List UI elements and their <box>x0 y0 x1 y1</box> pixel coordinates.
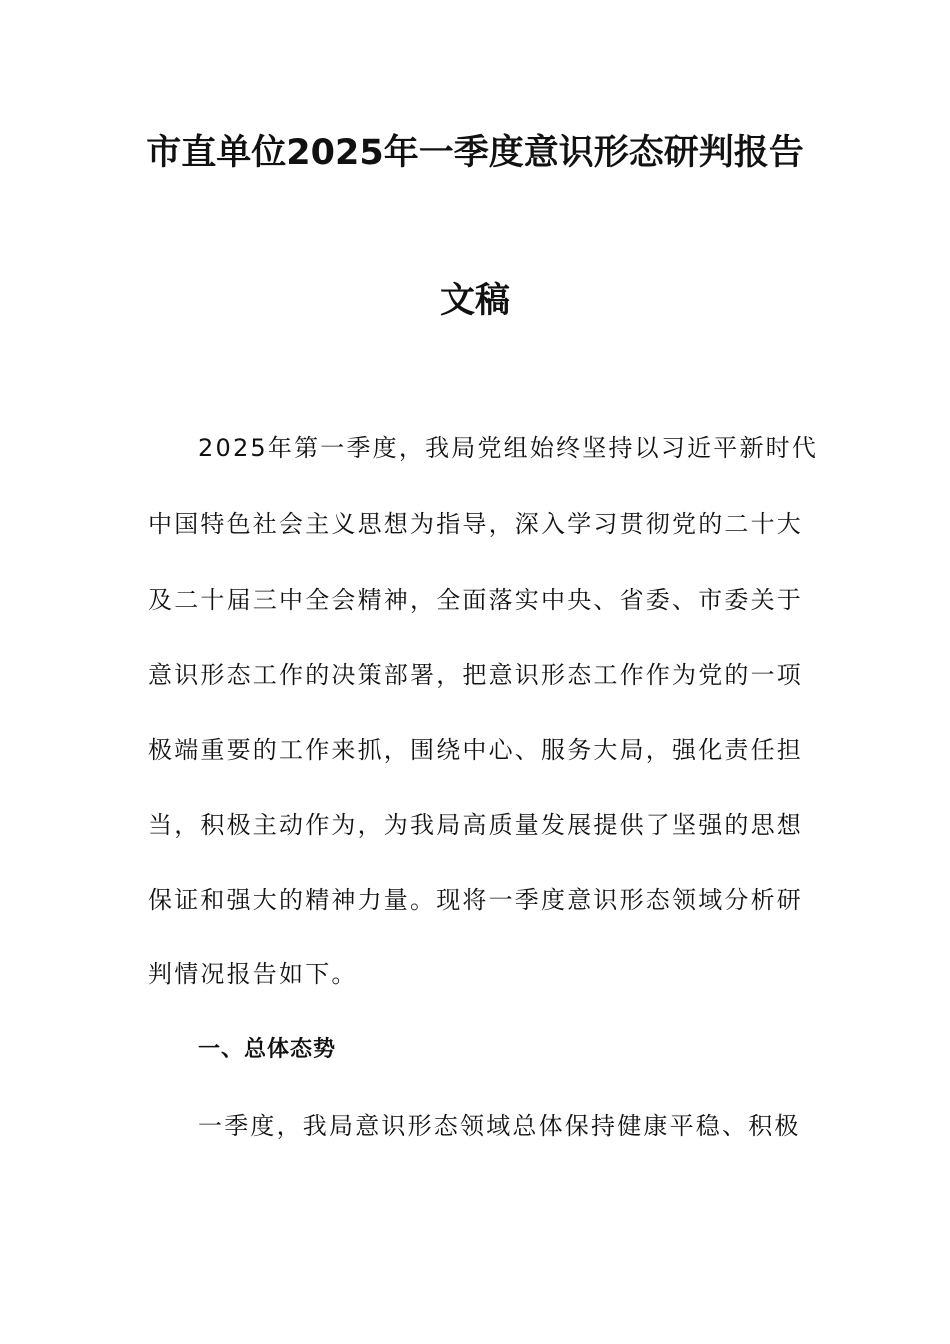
paragraph-line: 及二十届三中全会精神，全面落实中央、省委、市委关于 <box>148 586 803 614</box>
document-title-line-2: 文稿 <box>439 281 510 321</box>
paragraph-line: 意识形态工作的决策部署，把意识形态工作作为党的一项 <box>148 661 803 689</box>
paragraph-line: 判情况报告如下。 <box>148 960 358 988</box>
paragraph-line: 保证和强大的精神力量。现将一季度意识形态领域分析研 <box>148 886 803 914</box>
paragraph-line: 一季度，我局意识形态领域总体保持健康平稳、积极 <box>198 1112 801 1140</box>
paragraph-line: 2025年第一季度，我局党组始终坚持以习近平新时代 <box>198 434 819 462</box>
section-heading: 一、总体态势 <box>198 1037 337 1062</box>
paragraph-line: 当，积极主动作为，为我局高质量发展提供了坚强的思想 <box>148 811 803 839</box>
paragraph-line: 极端重要的工作来抓，围绕中心、服务大局，强化责任担 <box>148 736 803 764</box>
document-title-line-1: 市直单位2025年一季度意识形态研判报告 <box>146 133 804 173</box>
paragraph-line: 中国特色社会主义思想为指导，深入学习贯彻党的二十大 <box>148 510 803 538</box>
